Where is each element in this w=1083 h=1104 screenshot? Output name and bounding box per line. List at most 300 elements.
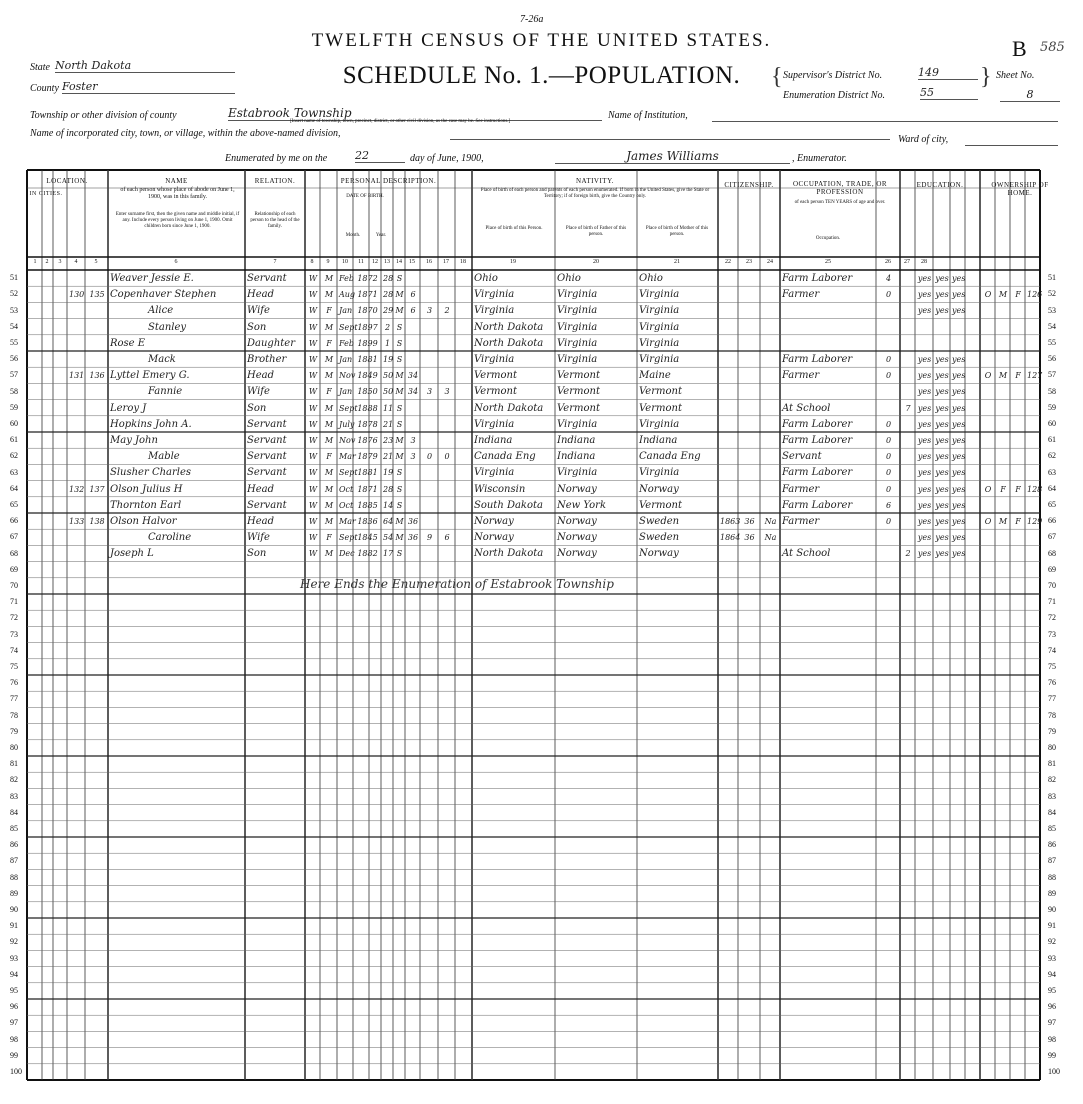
- cell-months-unemp: 0: [885, 355, 892, 364]
- cell-marital: M: [395, 290, 404, 300]
- cell-yrs-married: 3: [410, 436, 416, 445]
- cell-months-unemp: 0: [885, 484, 892, 494]
- cell-marital: S: [396, 549, 403, 559]
- cell-marital: S: [396, 322, 403, 332]
- cell-year: 1888: [357, 403, 378, 413]
- column-number: 27: [904, 259, 910, 265]
- line-number: 97: [10, 1018, 18, 1028]
- line-number: 70: [10, 580, 18, 590]
- cell-month: Sept: [339, 533, 358, 543]
- line-number: 77: [1048, 694, 1056, 704]
- cell-months-unemp: 0: [885, 371, 892, 381]
- line-number: 96: [10, 1002, 18, 1012]
- line-number: 75: [10, 661, 18, 671]
- cell-year: 1871: [357, 484, 378, 494]
- cell-pob-mother: Vermont: [639, 499, 682, 511]
- cell-read: yes: [917, 306, 932, 316]
- group-nativity: NATIVITY.: [575, 177, 614, 185]
- cell-age: 1: [384, 338, 391, 348]
- cell-relation: Wife: [247, 532, 270, 544]
- line-number: 99: [1048, 1050, 1056, 1060]
- line-number: 60: [10, 418, 18, 428]
- cell-color: W: [308, 436, 318, 445]
- line-number: 54: [10, 321, 18, 331]
- cell-pob-mother: Maine: [639, 370, 671, 382]
- sheet-label: Sheet No.: [996, 70, 1035, 81]
- cell-month: Oct: [339, 484, 354, 494]
- line-number: 84: [1048, 807, 1056, 817]
- cell-marital: S: [396, 468, 403, 478]
- cell-color: W: [308, 387, 318, 397]
- cell-english: yes: [952, 517, 966, 526]
- cell-year: 1876: [357, 436, 378, 445]
- cell-marital: S: [396, 484, 403, 494]
- cell-year: 1845: [357, 533, 378, 543]
- cell-pob: Norway: [474, 516, 514, 527]
- cell-months-unemp: 6: [885, 500, 892, 510]
- cell-pob: Ohio: [474, 273, 498, 284]
- cell-owned: O: [984, 290, 992, 300]
- column-number: 9: [326, 259, 330, 265]
- column-number: 2: [45, 259, 49, 265]
- cell-pob-mother: Indiana: [639, 435, 678, 446]
- cell-births: 3: [426, 387, 433, 397]
- cell-free: F: [1000, 484, 1006, 494]
- line-number: 67: [10, 532, 18, 542]
- cell-year: 1871: [357, 290, 378, 300]
- line-number: 87: [10, 856, 18, 866]
- cell-age: 54: [383, 533, 394, 543]
- cell-pob-mother: Sweden: [639, 516, 680, 527]
- cell-months-unemp: 0: [885, 468, 892, 478]
- cell-relation: Wife: [247, 305, 270, 317]
- column-number: 5: [94, 259, 98, 265]
- cell-owned: O: [984, 484, 992, 494]
- cell-relation: Brother: [247, 354, 287, 365]
- cell-pob-mother: Norway: [639, 548, 679, 560]
- cell-dwelling: 132: [69, 484, 85, 494]
- cell-sex: F: [326, 338, 332, 348]
- cell-color: W: [308, 500, 318, 510]
- cell-sex: M: [324, 371, 334, 381]
- line-number: 52: [10, 289, 18, 299]
- cell-pob: Norway: [474, 532, 514, 544]
- cell-yrs-married: 6: [410, 290, 416, 300]
- cell-marital: S: [396, 338, 403, 348]
- cell-sched: 128: [1027, 484, 1043, 494]
- group-relation: RELATION.: [254, 177, 296, 185]
- cell-age: 23: [383, 436, 394, 445]
- cell-pob-father: Norway: [557, 483, 597, 495]
- cell-read: yes: [917, 403, 932, 413]
- cell-write: yes: [935, 306, 949, 316]
- cell-write: yes: [935, 403, 949, 413]
- cell-name: Hopkins John A.: [110, 418, 192, 430]
- cell-age: 2: [384, 322, 391, 332]
- line-number: 88: [10, 872, 18, 882]
- cell-relation: Servant: [247, 435, 287, 446]
- cell-year: 1878: [357, 419, 378, 429]
- enumeration-value: 55: [920, 86, 978, 100]
- cell-immig: 1863: [720, 517, 741, 526]
- cell-write: yes: [935, 355, 949, 364]
- cell-occupation: Farmer: [782, 370, 820, 382]
- cell-pob-mother: Virginia: [639, 289, 680, 301]
- group-name: NAME: [165, 177, 188, 185]
- cell-pob-mother: Sweden: [639, 532, 680, 544]
- line-number: 83: [10, 791, 18, 801]
- cell-pob-father: Virginia: [557, 418, 598, 430]
- cell-write: yes: [935, 517, 949, 526]
- line-number: 83: [1048, 791, 1056, 801]
- cell-pob-father: Virginia: [557, 289, 598, 301]
- line-number: 53: [1048, 305, 1056, 315]
- column-number: 26: [885, 259, 891, 265]
- cell-pob-father: Norway: [557, 548, 597, 560]
- cell-name: Caroline: [148, 532, 192, 544]
- cell-marital: M: [395, 306, 404, 316]
- group-personal: PERSONAL DESCRIPTION.: [340, 177, 437, 185]
- cell-relation: Daughter: [247, 337, 295, 349]
- line-number: 88: [1048, 872, 1056, 882]
- county-label: County: [30, 83, 59, 94]
- cell-month: Sept: [339, 468, 358, 478]
- cell-natur: Na: [764, 533, 777, 543]
- cell-color: W: [308, 517, 318, 526]
- cell-relation: Head: [247, 370, 275, 382]
- cell-pob-father: Vermont: [557, 370, 600, 382]
- cell-name: Slusher Charles: [110, 467, 192, 479]
- cell-color: W: [308, 484, 318, 494]
- cell-living: 2: [444, 306, 450, 316]
- line-number: 58: [10, 386, 18, 396]
- line-number: 100: [1048, 1066, 1060, 1076]
- line-number: 92: [10, 937, 18, 947]
- cell-living: 3: [444, 387, 450, 397]
- cell-sex: M: [324, 468, 334, 478]
- cell-year: 1885: [357, 500, 378, 510]
- line-number: 72: [1048, 613, 1056, 623]
- cell-pob-mother: Norway: [639, 483, 679, 495]
- line-number: 94: [1048, 969, 1056, 979]
- cell-pob: North Dakota: [474, 321, 544, 333]
- column-number: 4: [74, 259, 78, 265]
- cell-pob-mother: Virginia: [639, 467, 680, 479]
- name-desc: of each person whose place of abode on June 1, 1900, was in this family.: [120, 187, 235, 200]
- line-number: 67: [1048, 532, 1056, 542]
- line-number: 57: [10, 370, 18, 380]
- cell-month: Dec: [339, 549, 355, 559]
- line-number: 79: [10, 726, 18, 736]
- cell-owned: O: [984, 371, 992, 381]
- cell-write: yes: [935, 371, 949, 381]
- line-number: 100: [10, 1066, 22, 1076]
- column-number: 3: [58, 259, 62, 265]
- cell-age: 28: [383, 290, 394, 300]
- cell-sched: 129: [1027, 517, 1043, 526]
- cell-yrs-married: 3: [410, 452, 416, 462]
- cell-pob: Virginia: [474, 305, 515, 317]
- line-number: 76: [10, 678, 18, 688]
- cell-pob-father: Ohio: [557, 273, 581, 284]
- cell-year: 1899: [357, 338, 378, 348]
- line-number: 72: [10, 613, 18, 623]
- cell-write: yes: [935, 484, 949, 494]
- cell-name: Joseph L: [110, 548, 154, 560]
- cell-occupation: Farmer: [782, 289, 820, 301]
- cell-pob-mother: Ohio: [639, 273, 663, 284]
- cell-english: yes: [952, 419, 966, 429]
- cell-name: Lyttel Emery G.: [110, 370, 190, 382]
- cell-farm: F: [1015, 371, 1021, 381]
- cell-month: Feb: [339, 338, 354, 348]
- page-stamp: 7-26a: [520, 14, 544, 25]
- cell-sex: M: [324, 274, 334, 283]
- cell-write: yes: [935, 387, 949, 397]
- line-number: 64: [10, 483, 18, 493]
- state-value: North Dakota: [55, 59, 235, 73]
- cell-sex: M: [324, 517, 334, 526]
- line-number: 85: [1048, 823, 1056, 833]
- cell-pob: North Dakota: [474, 337, 544, 349]
- cell-year: 1870: [357, 306, 378, 316]
- cell-color: W: [308, 549, 318, 559]
- township-note: [Insert name of township, town, precinct, district, or other civil division, as the case may be. See instructions.]: [290, 119, 511, 124]
- line-number: 78: [1048, 710, 1056, 720]
- cell-family: 136: [89, 371, 105, 381]
- cell-read: yes: [917, 355, 932, 364]
- line-number: 95: [1048, 985, 1056, 995]
- cell-yrs-us: 36: [744, 533, 755, 543]
- cell-year: 1897: [357, 322, 378, 332]
- line-number: 63: [10, 467, 18, 477]
- cell-english: yes: [952, 355, 966, 364]
- line-number: 68: [10, 548, 18, 558]
- line-number: 93: [10, 953, 18, 963]
- cell-pob: Vermont: [474, 386, 517, 398]
- line-number: 86: [10, 840, 18, 850]
- cell-natur: Na: [764, 517, 777, 526]
- cell-yrs-married: 34: [407, 387, 419, 397]
- cell-color: W: [308, 274, 318, 283]
- cell-english: yes: [952, 484, 966, 494]
- line-number: 80: [1048, 742, 1056, 752]
- cell-year: 1872: [357, 274, 378, 283]
- line-number: 53: [10, 305, 18, 315]
- cell-pob-father: Norway: [557, 532, 597, 544]
- cell-occupation: Farm Laborer: [782, 273, 853, 284]
- cell-write: yes: [935, 290, 949, 300]
- line-number: 54: [1048, 321, 1056, 331]
- cell-pob-father: Norway: [557, 516, 597, 527]
- column-number: 15: [409, 259, 415, 265]
- cell-month: Feb: [339, 274, 354, 283]
- cell-age: 50: [383, 371, 394, 381]
- cell-family: 137: [89, 484, 105, 494]
- line-number: 71: [1048, 597, 1056, 607]
- cell-year: 1881: [357, 355, 378, 364]
- cell-school: 2: [905, 549, 911, 559]
- pob-person-header: Place of birth of this Person.: [485, 226, 543, 231]
- cell-free: M: [998, 371, 1008, 381]
- line-number: 92: [1048, 937, 1056, 947]
- cell-age: 64: [383, 517, 394, 526]
- cell-color: W: [308, 371, 318, 381]
- cell-english: yes: [952, 274, 966, 283]
- line-number: 61: [1048, 435, 1056, 445]
- group-occupation: OCCUPATION, TRADE, OR PROFESSION: [792, 180, 888, 196]
- cell-sex: F: [326, 533, 332, 543]
- line-number: 81: [10, 759, 18, 769]
- cell-pob-father: Virginia: [557, 467, 598, 479]
- cell-immig: 1864: [720, 533, 741, 543]
- cell-relation: Servant: [247, 418, 287, 430]
- line-number: 90: [1048, 904, 1056, 914]
- cell-months-unemp: 0: [885, 436, 892, 445]
- cell-occupation: At School: [782, 402, 831, 414]
- cell-pob-mother: Virginia: [639, 305, 680, 317]
- column-number: 13: [384, 259, 390, 265]
- cell-pob-father: Indiana: [557, 435, 596, 446]
- line-number: 98: [10, 1034, 18, 1044]
- cell-relation: Head: [247, 289, 275, 301]
- line-number: 74: [1048, 645, 1056, 655]
- cell-year: 1881: [357, 468, 378, 478]
- group-in-cities: IN CITIES.: [29, 191, 63, 197]
- cell-occupation: Farmer: [782, 516, 820, 527]
- enumerator-name: James Williams: [555, 149, 790, 164]
- column-number: 25: [825, 259, 831, 265]
- cell-sex: M: [324, 403, 334, 413]
- line-number: 91: [1048, 921, 1056, 931]
- cell-months-unemp: 0: [885, 419, 892, 429]
- cell-occupation: Farm Laborer: [782, 418, 853, 430]
- line-number: 55: [10, 337, 18, 347]
- cell-marital: S: [396, 274, 403, 283]
- cell-pob-father: Vermont: [557, 386, 600, 398]
- column-number: 7: [273, 259, 277, 265]
- cell-age: 17: [383, 549, 394, 559]
- line-number: 80: [10, 742, 18, 752]
- column-number: 12: [372, 259, 378, 265]
- cell-months-unemp: 0: [885, 517, 892, 526]
- line-number: 71: [10, 597, 18, 607]
- column-number: 28: [921, 259, 927, 265]
- cell-farm: F: [1015, 484, 1021, 494]
- enumerated-day: 22: [355, 149, 405, 163]
- cell-pob: Indiana: [474, 435, 513, 446]
- cell-read: yes: [917, 371, 932, 381]
- cell-age: 19: [383, 355, 394, 364]
- cell-name: Olson Halvor: [110, 516, 177, 527]
- county-value: Foster: [62, 80, 235, 94]
- cell-yrs-married: 36: [407, 533, 419, 543]
- cell-yrs-us: 36: [744, 517, 755, 526]
- cell-sex: M: [324, 500, 334, 510]
- enumerated-middle: day of June, 1900,: [410, 153, 484, 164]
- corner-mark: 585: [1040, 40, 1065, 55]
- cell-pob: Virginia: [474, 418, 515, 430]
- column-number: 16: [426, 259, 432, 265]
- cell-write: yes: [935, 549, 949, 559]
- enumeration-label: Enumeration District No.: [783, 90, 885, 101]
- page-letter: B: [1012, 36, 1027, 61]
- cell-name: Copenhaver Stephen: [110, 289, 217, 301]
- cell-owned: O: [984, 517, 992, 526]
- line-number: 90: [10, 904, 18, 914]
- cell-pob-mother: Virginia: [639, 418, 680, 430]
- left-brace: {: [771, 64, 783, 90]
- line-number: 66: [10, 516, 18, 526]
- cell-pob-mother: Vermont: [639, 386, 682, 398]
- cell-yrs-married: 34: [407, 371, 419, 381]
- cell-write: yes: [935, 419, 949, 429]
- cell-occupation: Farm Laborer: [782, 467, 853, 479]
- cell-color: W: [308, 419, 318, 429]
- cell-name: Stanley: [148, 321, 187, 333]
- cell-age: 14: [383, 500, 394, 510]
- cell-name: Weaver Jessie E.: [110, 273, 194, 284]
- cell-pob: Virginia: [474, 289, 515, 301]
- line-number: 70: [1048, 580, 1056, 590]
- line-number: 59: [10, 402, 18, 412]
- cell-read: yes: [917, 468, 932, 478]
- cell-color: W: [308, 322, 318, 332]
- cell-marital: S: [396, 419, 403, 429]
- line-number: 81: [1048, 759, 1056, 769]
- line-number: 89: [1048, 888, 1056, 898]
- cell-school: 7: [905, 403, 911, 413]
- line-number: 84: [10, 807, 18, 817]
- cell-write: yes: [935, 500, 949, 510]
- group-education: EDUCATION.: [916, 181, 964, 189]
- cell-name: Alice: [148, 305, 174, 317]
- line-number: 51: [10, 273, 18, 283]
- cell-sex: M: [324, 484, 334, 494]
- cell-read: yes: [917, 517, 932, 526]
- cell-sex: F: [326, 387, 332, 397]
- line-number: 73: [10, 629, 18, 639]
- line-number: 76: [1048, 678, 1056, 688]
- cell-farm: F: [1015, 290, 1021, 300]
- cell-color: W: [308, 306, 318, 316]
- cell-month: Mar: [339, 517, 356, 526]
- state-label: State: [30, 62, 50, 73]
- cell-relation: Servant: [247, 273, 287, 284]
- line-number: 63: [1048, 467, 1056, 477]
- cell-pob-mother: Virginia: [639, 337, 680, 349]
- schedule-title: SCHEDULE No. 1.—POPULATION.: [342, 62, 741, 89]
- pob-mother-header: Place of birth of Mother of this person.: [645, 226, 709, 237]
- cell-occupation: Farm Laborer: [782, 435, 853, 446]
- cell-marital: S: [396, 500, 403, 510]
- sheet-value: 8: [1000, 88, 1060, 102]
- cell-pob: Vermont: [474, 370, 517, 382]
- cell-sex: M: [324, 549, 334, 559]
- cell-month: Nov: [339, 436, 356, 445]
- line-number: 52: [1048, 289, 1056, 299]
- supervisor-label: Supervisor's District No.: [783, 70, 883, 81]
- column-number: 1: [33, 259, 37, 265]
- cell-occupation: Farmer: [782, 483, 820, 495]
- cell-free: M: [998, 517, 1008, 526]
- cell-relation: Son: [247, 548, 267, 560]
- line-number: 93: [1048, 953, 1056, 963]
- line-number: 64: [1048, 483, 1056, 493]
- column-number: 23: [746, 259, 752, 265]
- cell-pob-father: Virginia: [557, 337, 598, 349]
- cell-pob-mother: Virginia: [639, 354, 680, 365]
